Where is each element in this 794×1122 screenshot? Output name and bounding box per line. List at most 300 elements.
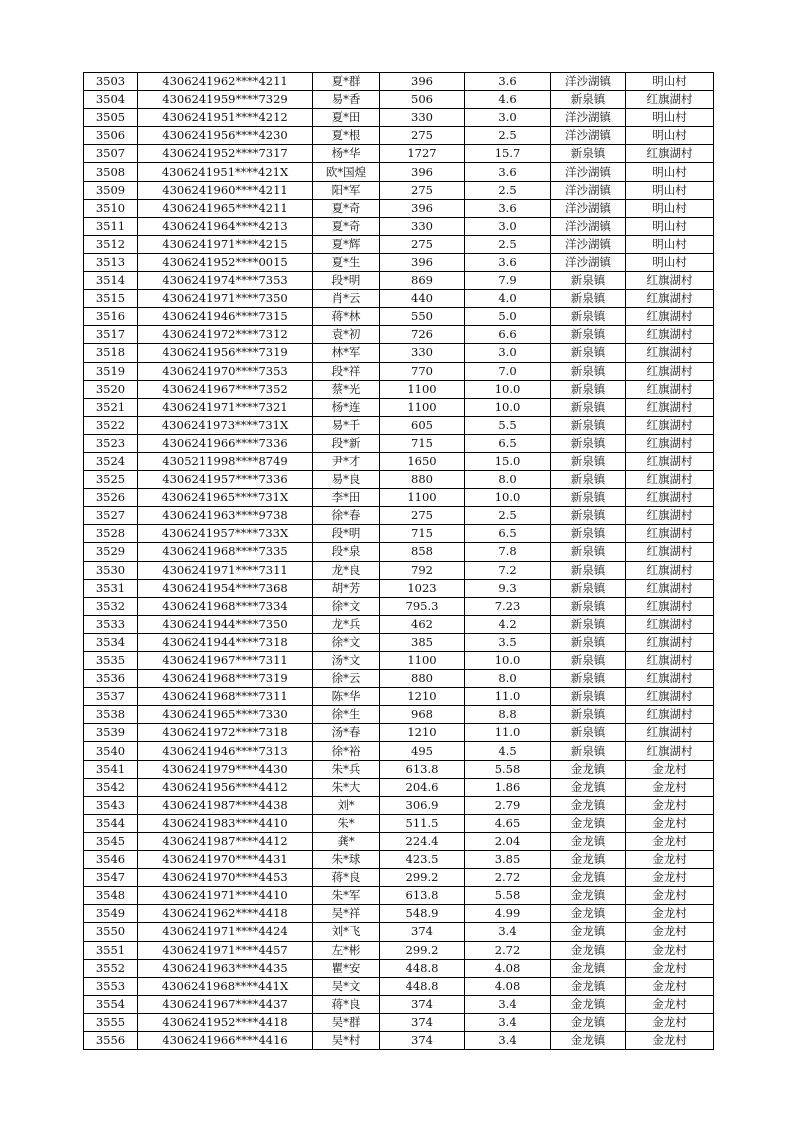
row-number-cell: 3540 <box>84 742 138 760</box>
amount-cell: 6.6 <box>465 326 551 344</box>
table-row <box>84 308 714 326</box>
village-cell: 金龙村 <box>626 814 714 832</box>
table-row <box>84 561 714 579</box>
row-number-cell: 3523 <box>84 434 138 452</box>
id-number-cell: 4306241970****7353 <box>138 362 313 380</box>
village-cell: 明山村 <box>626 235 714 253</box>
name-cell: 蔡*光 <box>313 380 380 398</box>
table-row <box>84 706 714 724</box>
area-cell: 423.5 <box>380 851 465 869</box>
name-cell: 蒋*良 <box>313 869 380 887</box>
table-row <box>84 579 714 597</box>
town-cell: 新泉镇 <box>551 688 626 706</box>
row-number-cell: 3535 <box>84 652 138 670</box>
amount-cell: 1.86 <box>465 778 551 796</box>
town-cell: 新泉镇 <box>551 344 626 362</box>
amount-cell: 3.6 <box>465 73 551 91</box>
village-cell: 金龙村 <box>626 887 714 905</box>
village-cell: 红旗湖村 <box>626 579 714 597</box>
town-cell: 洋沙湖镇 <box>551 109 626 127</box>
row-number-cell: 3507 <box>84 145 138 163</box>
area-cell: 770 <box>380 362 465 380</box>
amount-cell: 3.0 <box>465 344 551 362</box>
area-cell: 880 <box>380 670 465 688</box>
table-row <box>84 471 714 489</box>
village-cell: 红旗湖村 <box>626 688 714 706</box>
area-cell: 795.3 <box>380 597 465 615</box>
table-row <box>84 507 714 525</box>
town-cell: 金龙镇 <box>551 1013 626 1031</box>
amount-cell: 3.4 <box>465 923 551 941</box>
town-cell: 新泉镇 <box>551 525 626 543</box>
table-row <box>84 742 714 760</box>
amount-cell: 8.0 <box>465 670 551 688</box>
name-cell: 陈*华 <box>313 688 380 706</box>
village-cell: 金龙村 <box>626 832 714 850</box>
area-cell: 330 <box>380 217 465 235</box>
id-number-cell: 4306241979****4430 <box>138 760 313 778</box>
village-cell: 红旗湖村 <box>626 670 714 688</box>
id-number-cell: 4306241946****7313 <box>138 742 313 760</box>
amount-cell: 7.0 <box>465 362 551 380</box>
row-number-cell: 3539 <box>84 724 138 742</box>
name-cell: 吴*村 <box>313 1031 380 1049</box>
name-cell: 吴*祥 <box>313 905 380 923</box>
row-number-cell: 3513 <box>84 253 138 271</box>
village-cell: 金龙村 <box>626 941 714 959</box>
id-number-cell: 4306241962****4211 <box>138 73 313 91</box>
id-number-cell: 4306241983****4410 <box>138 814 313 832</box>
table-row <box>84 253 714 271</box>
village-cell: 红旗湖村 <box>626 706 714 724</box>
table-row <box>84 796 714 814</box>
id-number-cell: 4306241956****7319 <box>138 344 313 362</box>
area-cell: 299.2 <box>380 941 465 959</box>
amount-cell: 11.0 <box>465 688 551 706</box>
village-cell: 红旗湖村 <box>626 742 714 760</box>
name-cell: 胡*芳 <box>313 579 380 597</box>
town-cell: 金龙镇 <box>551 796 626 814</box>
town-cell: 金龙镇 <box>551 832 626 850</box>
amount-cell: 2.5 <box>465 507 551 525</box>
row-number-cell: 3531 <box>84 579 138 597</box>
row-number-cell: 3549 <box>84 905 138 923</box>
id-number-cell: 4306241971****4457 <box>138 941 313 959</box>
village-cell: 红旗湖村 <box>626 561 714 579</box>
id-number-cell: 4306241956****4230 <box>138 127 313 145</box>
row-number-cell: 3512 <box>84 235 138 253</box>
row-number-cell: 3541 <box>84 760 138 778</box>
id-number-cell: 4306241971****4424 <box>138 923 313 941</box>
records-table <box>83 72 714 1050</box>
row-number-cell: 3545 <box>84 832 138 850</box>
area-cell: 605 <box>380 416 465 434</box>
row-number-cell: 3536 <box>84 670 138 688</box>
name-cell: 阳*军 <box>313 181 380 199</box>
area-cell: 462 <box>380 615 465 633</box>
area-cell: 869 <box>380 272 465 290</box>
village-cell: 明山村 <box>626 199 714 217</box>
id-number-cell: 4306241972****7318 <box>138 724 313 742</box>
amount-cell: 3.6 <box>465 199 551 217</box>
area-cell: 385 <box>380 633 465 651</box>
town-cell: 新泉镇 <box>551 652 626 670</box>
table-row <box>84 688 714 706</box>
row-number-cell: 3510 <box>84 199 138 217</box>
area-cell: 1100 <box>380 489 465 507</box>
amount-cell: 10.0 <box>465 380 551 398</box>
id-number-cell: 4306241971****7350 <box>138 290 313 308</box>
row-number-cell: 3520 <box>84 380 138 398</box>
table-row <box>84 489 714 507</box>
amount-cell: 7.23 <box>465 597 551 615</box>
id-number-cell: 4306241967****7311 <box>138 652 313 670</box>
id-number-cell: 4306241963****9738 <box>138 507 313 525</box>
table-row <box>84 73 714 91</box>
amount-cell: 4.0 <box>465 290 551 308</box>
amount-cell: 3.4 <box>465 1031 551 1049</box>
area-cell: 506 <box>380 91 465 109</box>
table-row <box>84 398 714 416</box>
village-cell: 明山村 <box>626 127 714 145</box>
row-number-cell: 3525 <box>84 471 138 489</box>
id-number-cell: 4306241968****7335 <box>138 543 313 561</box>
area-cell: 880 <box>380 471 465 489</box>
name-cell: 瞿*安 <box>313 959 380 977</box>
name-cell: 刘*飞 <box>313 923 380 941</box>
id-number-cell: 4306241962****4418 <box>138 905 313 923</box>
amount-cell: 2.5 <box>465 127 551 145</box>
village-cell: 金龙村 <box>626 923 714 941</box>
name-cell: 袁*初 <box>313 326 380 344</box>
amount-cell: 2.79 <box>465 796 551 814</box>
row-number-cell: 3503 <box>84 73 138 91</box>
village-cell: 红旗湖村 <box>626 507 714 525</box>
name-cell: 夏*生 <box>313 253 380 271</box>
name-cell: 林*军 <box>313 344 380 362</box>
name-cell: 蒋*良 <box>313 995 380 1013</box>
table-row <box>84 163 714 181</box>
village-cell: 红旗湖村 <box>626 326 714 344</box>
row-number-cell: 3547 <box>84 869 138 887</box>
town-cell: 新泉镇 <box>551 362 626 380</box>
id-number-cell: 4306241971****4215 <box>138 235 313 253</box>
table-row <box>84 91 714 109</box>
name-cell: 段*祥 <box>313 362 380 380</box>
town-cell: 新泉镇 <box>551 724 626 742</box>
table-row <box>84 814 714 832</box>
village-cell: 红旗湖村 <box>626 597 714 615</box>
town-cell: 金龙镇 <box>551 778 626 796</box>
name-cell: 蒋*林 <box>313 308 380 326</box>
table-row <box>84 597 714 615</box>
area-cell: 306.9 <box>380 796 465 814</box>
area-cell: 374 <box>380 1013 465 1031</box>
id-number-cell: 4306241972****7312 <box>138 326 313 344</box>
table-row <box>84 633 714 651</box>
amount-cell: 3.85 <box>465 851 551 869</box>
row-number-cell: 3509 <box>84 181 138 199</box>
village-cell: 红旗湖村 <box>626 290 714 308</box>
amount-cell: 7.2 <box>465 561 551 579</box>
amount-cell: 5.58 <box>465 760 551 778</box>
table-row <box>84 452 714 470</box>
town-cell: 洋沙湖镇 <box>551 127 626 145</box>
town-cell: 金龙镇 <box>551 959 626 977</box>
row-number-cell: 3516 <box>84 308 138 326</box>
name-cell: 段*泉 <box>313 543 380 561</box>
area-cell: 550 <box>380 308 465 326</box>
town-cell: 洋沙湖镇 <box>551 73 626 91</box>
table-row <box>84 851 714 869</box>
amount-cell: 2.04 <box>465 832 551 850</box>
area-cell: 330 <box>380 109 465 127</box>
row-number-cell: 3555 <box>84 1013 138 1031</box>
id-number-cell: 4306241951****4212 <box>138 109 313 127</box>
id-number-cell: 4306241973****731X <box>138 416 313 434</box>
area-cell: 1727 <box>380 145 465 163</box>
area-cell: 396 <box>380 199 465 217</box>
row-number-cell: 3526 <box>84 489 138 507</box>
area-cell: 548.9 <box>380 905 465 923</box>
village-cell: 金龙村 <box>626 959 714 977</box>
table-row <box>84 416 714 434</box>
village-cell: 金龙村 <box>626 778 714 796</box>
area-cell: 396 <box>380 163 465 181</box>
amount-cell: 7.8 <box>465 543 551 561</box>
town-cell: 新泉镇 <box>551 380 626 398</box>
table-row <box>84 724 714 742</box>
village-cell: 金龙村 <box>626 1031 714 1049</box>
amount-cell: 5.5 <box>465 416 551 434</box>
id-number-cell: 4306241944****7318 <box>138 633 313 651</box>
town-cell: 金龙镇 <box>551 905 626 923</box>
name-cell: 吴*群 <box>313 1013 380 1031</box>
village-cell: 红旗湖村 <box>626 344 714 362</box>
name-cell: 夏*群 <box>313 73 380 91</box>
town-cell: 金龙镇 <box>551 1031 626 1049</box>
village-cell: 金龙村 <box>626 796 714 814</box>
amount-cell: 3.5 <box>465 633 551 651</box>
name-cell: 夏*田 <box>313 109 380 127</box>
amount-cell: 3.0 <box>465 109 551 127</box>
table-row <box>84 181 714 199</box>
town-cell: 金龙镇 <box>551 977 626 995</box>
town-cell: 新泉镇 <box>551 597 626 615</box>
town-cell: 新泉镇 <box>551 507 626 525</box>
village-cell: 明山村 <box>626 109 714 127</box>
town-cell: 洋沙湖镇 <box>551 235 626 253</box>
village-cell: 明山村 <box>626 217 714 235</box>
town-cell: 金龙镇 <box>551 923 626 941</box>
amount-cell: 6.5 <box>465 434 551 452</box>
id-number-cell: 4306241952****0015 <box>138 253 313 271</box>
village-cell: 红旗湖村 <box>626 471 714 489</box>
village-cell: 红旗湖村 <box>626 543 714 561</box>
amount-cell: 3.6 <box>465 163 551 181</box>
name-cell: 夏*根 <box>313 127 380 145</box>
id-number-cell: 4306241987****4438 <box>138 796 313 814</box>
id-number-cell: 4306241967****7352 <box>138 380 313 398</box>
name-cell: 朱*球 <box>313 851 380 869</box>
area-cell: 858 <box>380 543 465 561</box>
row-number-cell: 3538 <box>84 706 138 724</box>
village-cell: 红旗湖村 <box>626 91 714 109</box>
row-number-cell: 3552 <box>84 959 138 977</box>
name-cell: 徐*文 <box>313 633 380 651</box>
id-number-cell: 4306241974****7353 <box>138 272 313 290</box>
amount-cell: 5.58 <box>465 887 551 905</box>
name-cell: 易*千 <box>313 416 380 434</box>
area-cell: 448.8 <box>380 959 465 977</box>
row-number-cell: 3511 <box>84 217 138 235</box>
town-cell: 新泉镇 <box>551 452 626 470</box>
amount-cell: 8.8 <box>465 706 551 724</box>
amount-cell: 2.72 <box>465 941 551 959</box>
table-row <box>84 959 714 977</box>
area-cell: 511.5 <box>380 814 465 832</box>
table-row <box>84 272 714 290</box>
name-cell: 徐*云 <box>313 670 380 688</box>
amount-cell: 9.3 <box>465 579 551 597</box>
name-cell: 尹*才 <box>313 452 380 470</box>
town-cell: 金龙镇 <box>551 869 626 887</box>
area-cell: 374 <box>380 995 465 1013</box>
table-row <box>84 977 714 995</box>
amount-cell: 3.6 <box>465 253 551 271</box>
row-number-cell: 3505 <box>84 109 138 127</box>
name-cell: 左*彬 <box>313 941 380 959</box>
town-cell: 洋沙湖镇 <box>551 253 626 271</box>
town-cell: 新泉镇 <box>551 543 626 561</box>
town-cell: 新泉镇 <box>551 272 626 290</box>
town-cell: 金龙镇 <box>551 995 626 1013</box>
id-number-cell: 4306241965****7330 <box>138 706 313 724</box>
name-cell: 徐*生 <box>313 706 380 724</box>
id-number-cell: 4306241971****7311 <box>138 561 313 579</box>
village-cell: 明山村 <box>626 163 714 181</box>
village-cell: 红旗湖村 <box>626 434 714 452</box>
name-cell: 徐*文 <box>313 597 380 615</box>
amount-cell: 4.6 <box>465 91 551 109</box>
table-row <box>84 217 714 235</box>
area-cell: 715 <box>380 434 465 452</box>
village-cell: 金龙村 <box>626 851 714 869</box>
amount-cell: 4.5 <box>465 742 551 760</box>
row-number-cell: 3508 <box>84 163 138 181</box>
name-cell: 肖*云 <box>313 290 380 308</box>
row-number-cell: 3543 <box>84 796 138 814</box>
name-cell: 龚* <box>313 832 380 850</box>
amount-cell: 4.08 <box>465 977 551 995</box>
amount-cell: 2.5 <box>465 181 551 199</box>
table-row <box>84 869 714 887</box>
row-number-cell: 3519 <box>84 362 138 380</box>
area-cell: 396 <box>380 253 465 271</box>
id-number-cell: 4306241966****7336 <box>138 434 313 452</box>
row-number-cell: 3553 <box>84 977 138 995</box>
area-cell: 330 <box>380 344 465 362</box>
name-cell: 段*明 <box>313 272 380 290</box>
amount-cell: 4.65 <box>465 814 551 832</box>
row-number-cell: 3532 <box>84 597 138 615</box>
name-cell: 徐*春 <box>313 507 380 525</box>
area-cell: 275 <box>380 235 465 253</box>
amount-cell: 10.0 <box>465 398 551 416</box>
village-cell: 红旗湖村 <box>626 398 714 416</box>
town-cell: 新泉镇 <box>551 471 626 489</box>
id-number-cell: 4306241967****4437 <box>138 995 313 1013</box>
town-cell: 新泉镇 <box>551 416 626 434</box>
town-cell: 洋沙湖镇 <box>551 163 626 181</box>
area-cell: 613.8 <box>380 887 465 905</box>
name-cell: 朱* <box>313 814 380 832</box>
name-cell: 欧*国煌 <box>313 163 380 181</box>
area-cell: 396 <box>380 73 465 91</box>
table-row <box>84 145 714 163</box>
town-cell: 新泉镇 <box>551 145 626 163</box>
table-row <box>84 832 714 850</box>
area-cell: 1100 <box>380 652 465 670</box>
amount-cell: 2.72 <box>465 869 551 887</box>
row-number-cell: 3517 <box>84 326 138 344</box>
area-cell: 374 <box>380 1031 465 1049</box>
row-number-cell: 3551 <box>84 941 138 959</box>
id-number-cell: 4306241944****7350 <box>138 615 313 633</box>
name-cell: 吴*文 <box>313 977 380 995</box>
area-cell: 1023 <box>380 579 465 597</box>
id-number-cell: 4305211998****8749 <box>138 452 313 470</box>
name-cell: 杨*华 <box>313 145 380 163</box>
town-cell: 新泉镇 <box>551 670 626 688</box>
id-number-cell: 4306241960****4211 <box>138 181 313 199</box>
town-cell: 新泉镇 <box>551 326 626 344</box>
row-number-cell: 3527 <box>84 507 138 525</box>
village-cell: 红旗湖村 <box>626 724 714 742</box>
town-cell: 新泉镇 <box>551 633 626 651</box>
town-cell: 洋沙湖镇 <box>551 217 626 235</box>
table-row <box>84 615 714 633</box>
town-cell: 新泉镇 <box>551 91 626 109</box>
row-number-cell: 3522 <box>84 416 138 434</box>
id-number-cell: 4306241956****4412 <box>138 778 313 796</box>
village-cell: 金龙村 <box>626 995 714 1013</box>
area-cell: 726 <box>380 326 465 344</box>
amount-cell: 15.7 <box>465 145 551 163</box>
village-cell: 红旗湖村 <box>626 452 714 470</box>
amount-cell: 2.5 <box>465 235 551 253</box>
village-cell: 金龙村 <box>626 760 714 778</box>
village-cell: 金龙村 <box>626 869 714 887</box>
amount-cell: 15.0 <box>465 452 551 470</box>
id-number-cell: 4306241951****421X <box>138 163 313 181</box>
row-number-cell: 3542 <box>84 778 138 796</box>
village-cell: 红旗湖村 <box>626 489 714 507</box>
table-row <box>84 905 714 923</box>
amount-cell: 4.08 <box>465 959 551 977</box>
village-cell: 明山村 <box>626 73 714 91</box>
area-cell: 1100 <box>380 398 465 416</box>
name-cell: 段*明 <box>313 525 380 543</box>
town-cell: 新泉镇 <box>551 398 626 416</box>
row-number-cell: 3524 <box>84 452 138 470</box>
table-row <box>84 670 714 688</box>
row-number-cell: 3544 <box>84 814 138 832</box>
table-row <box>84 109 714 127</box>
table-row <box>84 995 714 1013</box>
town-cell: 金龙镇 <box>551 814 626 832</box>
id-number-cell: 4306241971****4410 <box>138 887 313 905</box>
